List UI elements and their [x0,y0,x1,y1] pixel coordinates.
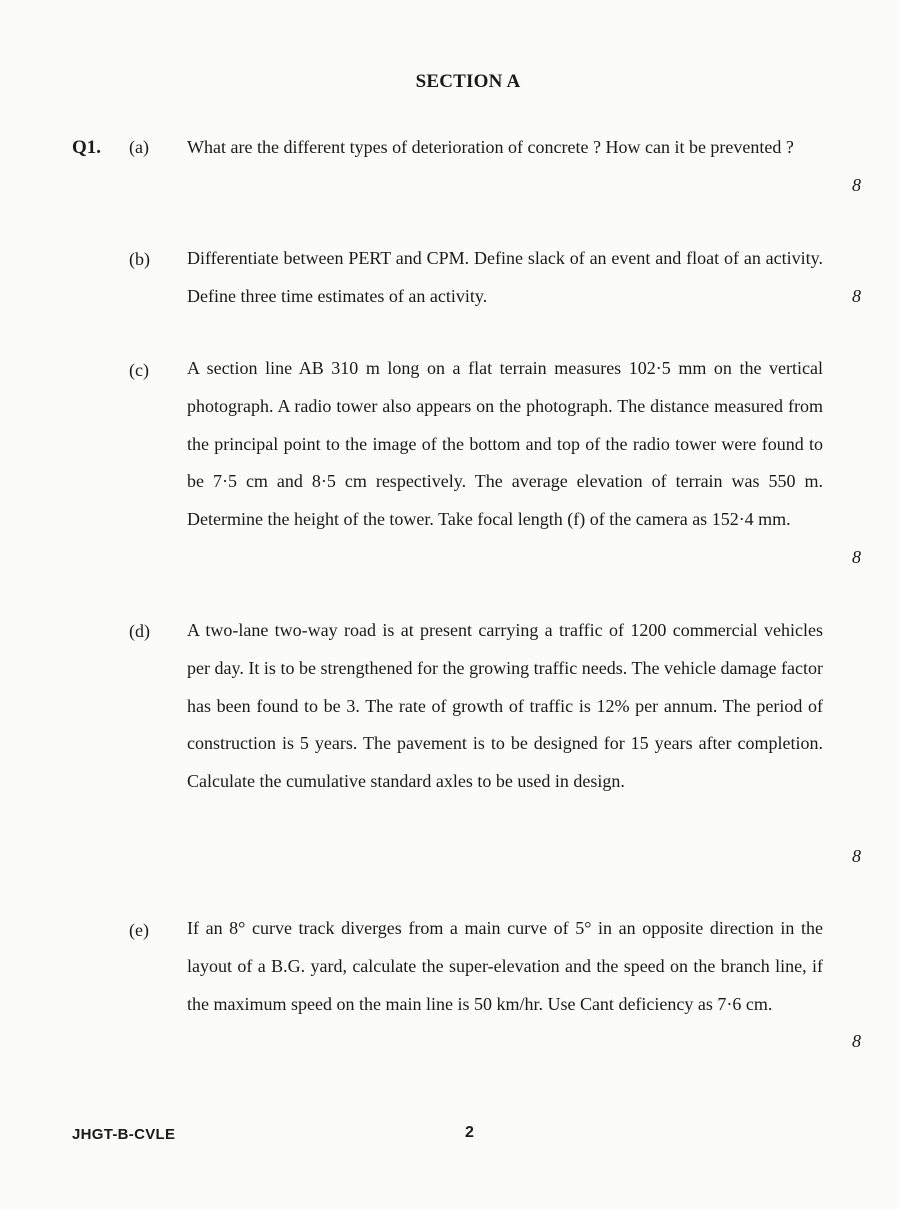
part-label-e: (e) [129,920,149,940]
page-number: 2 [465,1124,474,1141]
part-label-a: (a) [129,137,149,157]
part-text-c: A section line AB 310 m long on a flat terrain measures 102·5 mm on the vertical photograph. A radio tower also appears on the photograph. The distance measured from the principal point to the image of the bottom and top of the radio tower were found to be 7·5 cm and 8·5 cm respectively. The average elevation of terrain was 550 m. Determine the height of the tower. Take focal length (f) of the camera as 152·4 mm. [187,358,823,530]
marks-b: 8 [852,286,861,306]
section-title: SECTION A [415,71,521,92]
part-text-e: If an 8° curve track diverges from a main curve of 5° in an opposite direction in the layout of a B.G. yard, calculate the super-elevation and the speed on the branch line, if the maximum speed on the main line is 50 km/hr. Use Cant deficiency as 7·6 cm. [187,918,823,1014]
part-label-c: (c) [129,360,149,380]
marks-c: 8 [852,547,861,567]
part-label-d: (d) [129,621,150,641]
part-text-d: A two-lane two-way road is at present carrying a traffic of 1200 commercial vehicles per day. It is to be strengthened for the growing traffic needs. The vehicle damage factor has been found to be 3. The rate of growth of traffic is 12% per annum. The period of construction is 5 years. The pavement is to be designed for 15 years after completion. Calculate the cumulative standard axles to be used in design. [187,620,823,792]
question-label: Q1. [72,137,102,158]
part-text-a: What are the different types of deterioration of concrete ? How can it be prevented ? [187,137,794,157]
marks-d: 8 [852,846,861,866]
paper-code: JHGT-B-CVLE [72,1126,176,1143]
part-text-b: Differentiate between PERT and CPM. Define slack of an event and float of an activity. Define three time estimates of an activity. [187,248,823,306]
marks-e: 8 [852,1031,861,1051]
marks-a: 8 [852,175,861,195]
part-label-b: (b) [129,249,150,269]
